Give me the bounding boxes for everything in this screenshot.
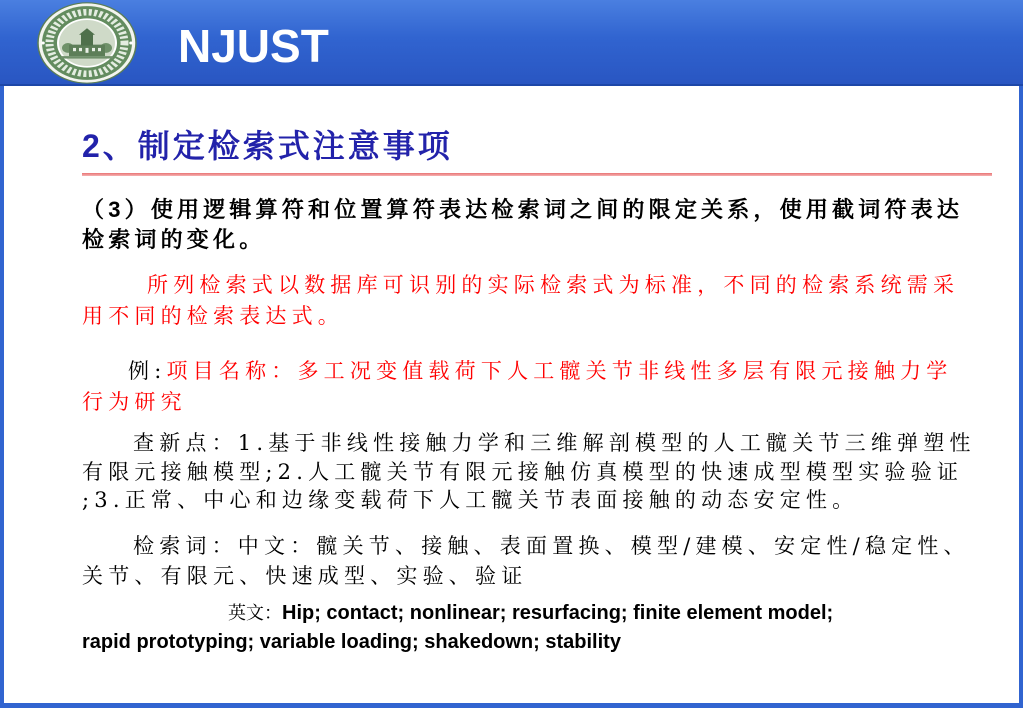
slide-title: 2、制定检索式注意事项 xyxy=(82,128,453,164)
project-name-text: 行为研究 xyxy=(82,390,187,414)
note-line: 用不同的检索表达式。 xyxy=(82,304,344,328)
example-paragraph xyxy=(82,356,1003,418)
title-underline xyxy=(82,173,992,176)
keywords-en-text: Hip; contact; nonlinear; resurfacing; finite element model; xyxy=(282,602,834,624)
university-seal-icon xyxy=(37,2,137,84)
example-line xyxy=(82,356,1003,387)
point-paragraph xyxy=(82,195,1003,255)
keywords-en-text: rapid prototyping; variable loading; shakedown; stability xyxy=(82,631,621,653)
point-line: （3）使用逻辑算符和位置算符表达检索词之间的限定关系，使用截词符表达 xyxy=(82,197,964,222)
keywords-en-label: 英文： xyxy=(228,603,282,624)
example-label: 例: xyxy=(128,359,167,383)
note-paragraph xyxy=(82,270,1003,332)
keywords-en-line xyxy=(82,599,1003,628)
slide-frame-right xyxy=(1019,86,1023,708)
note-line: 所列检索式以数据库可识别的实际检索式为标准，不同的检索系统需采 xyxy=(147,273,960,297)
keywords-en-paragraph xyxy=(82,599,1003,656)
keywords-cn-paragraph xyxy=(82,531,1003,591)
novelty-line: ;3.正常、中心和边缘变载荷下人工髋关节表面接触的动态安定性。 xyxy=(82,488,859,512)
point-line: 检索词的变化。 xyxy=(82,227,266,252)
keywords-cn-line: 关节、有限元、快速成型、实验、验证 xyxy=(82,564,528,588)
novelty-line: 有限元接触模型;2.人工髋关节有限元接触仿真模型的快速成型模型实验验证 xyxy=(82,459,964,484)
university-seal-graphic xyxy=(37,2,137,84)
project-name-text: 项目名称：多工况变值载荷下人工髋关节非线性多层有限元接触力学 xyxy=(166,359,953,383)
slide-header xyxy=(0,0,1023,86)
novelty-paragraph xyxy=(82,429,1003,515)
keywords-cn-line: 检索词：中文：髋关节、接触、表面置换、模型/建模、安定性/稳定性、 xyxy=(133,534,970,558)
novelty-line: 查新点：1.基于非线性接触力学和三维解剖模型的人工髋关节三维弹塑性 xyxy=(133,431,976,455)
brand-name: NJUST xyxy=(178,20,329,72)
slide-frame-bottom xyxy=(0,703,1023,708)
slide-frame-left xyxy=(0,86,4,708)
